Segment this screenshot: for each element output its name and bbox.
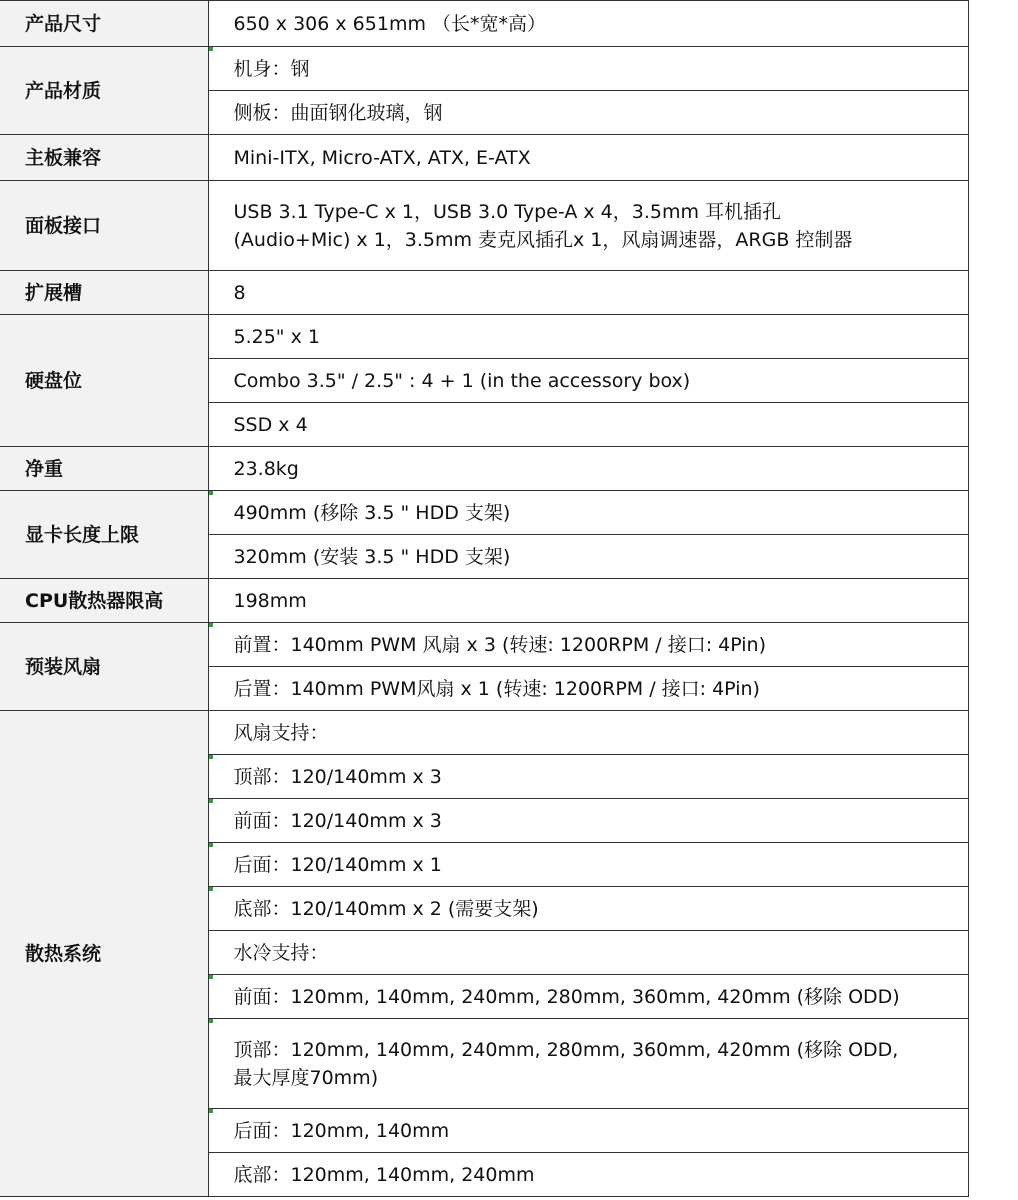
gpu-label: 显卡长度上限: [0, 491, 208, 579]
water-top-line-1: 顶部：120mm, 140mm, 240mm, 280mm, 360mm, 420mm (移除 ODD,: [233, 1038, 899, 1061]
row-motherboard: [0, 135, 968, 181]
water-top-line-2: 最大厚度70mm): [233, 1066, 379, 1089]
cooling-label: 散热系统: [0, 711, 208, 1197]
weight-value: 23.8kg: [208, 447, 968, 491]
water-rear: 后面：120mm, 140mm: [208, 1109, 968, 1153]
row-slots: [0, 271, 968, 315]
water-support-title: 水冷支持：: [208, 931, 968, 975]
cpu-value: 198mm: [208, 579, 968, 623]
row-cpu: [0, 579, 968, 623]
material-side: 侧板：曲面钢化玻璃，钢: [208, 91, 968, 135]
fans-front: 前置：140mm PWM 风扇 x 3 (转速: 1200RPM / 接口: 4Pin): [208, 623, 968, 667]
cpu-label: CPU散热器限高: [0, 579, 208, 623]
io-label: 面板接口: [0, 181, 208, 271]
row-io: [0, 181, 968, 271]
fans-rear: 后置：140mm PWM风扇 x 1 (转速: 1200RPM / 接口: 4Pin): [208, 667, 968, 711]
material-label: 产品材质: [0, 47, 208, 135]
slots-value: 8: [208, 271, 968, 315]
io-line-1: USB 3.1 Type-C x 1，USB 3.0 Type-A x 4，3.5mm 耳机插孔: [233, 200, 782, 223]
row-material: [0, 47, 968, 91]
water-front: 前面：120mm, 140mm, 240mm, 280mm, 360mm, 420mm (移除 ODD): [208, 975, 968, 1019]
water-top: [208, 1019, 968, 1109]
drive-ssd: SSD x 4: [208, 403, 968, 447]
row-weight: [0, 447, 968, 491]
drive-combo: Combo 3.5" / 2.5" : 4 + 1 (in the accessory box): [208, 359, 968, 403]
mb-value: Mini-ITX, Micro-ATX, ATX, E-ATX: [208, 135, 968, 181]
io-value: [208, 181, 968, 271]
row-fans: [0, 623, 968, 667]
gpu-without-hdd: 490mm (移除 3.5 " HDD 支架): [208, 491, 968, 535]
fan-rear: 后面：120/140mm x 1: [208, 843, 968, 887]
size-label: 产品尺寸: [0, 1, 208, 47]
row-gpu: [0, 491, 968, 535]
water-bottom: 底部：120mm, 140mm, 240mm: [208, 1153, 968, 1197]
fan-front: 前面：120/140mm x 3: [208, 799, 968, 843]
gpu-with-hdd: 320mm (安装 3.5 " HDD 支架): [208, 535, 968, 579]
fan-support-title: 风扇支持：: [208, 711, 968, 755]
row-drive: [0, 315, 968, 359]
material-body: 机身：钢: [208, 47, 968, 91]
weight-label: 净重: [0, 447, 208, 491]
row-size: [0, 1, 968, 47]
mb-label: 主板兼容: [0, 135, 208, 181]
fan-top: 顶部：120/140mm x 3: [208, 755, 968, 799]
drive-label: 硬盘位: [0, 315, 208, 447]
fans-label: 预装风扇: [0, 623, 208, 711]
slots-label: 扩展槽: [0, 271, 208, 315]
drive-525: 5.25" x 1: [208, 315, 968, 359]
row-cooling: [0, 711, 968, 755]
size-value: 650 x 306 x 651mm （长*宽*高）: [208, 1, 968, 47]
io-line-2: (Audio+Mic) x 1，3.5mm 麦克风插孔x 1，风扇调速器，ARGB 控制器: [233, 228, 853, 251]
fan-bottom: 底部：120/140mm x 2 (需要支架): [208, 887, 968, 931]
